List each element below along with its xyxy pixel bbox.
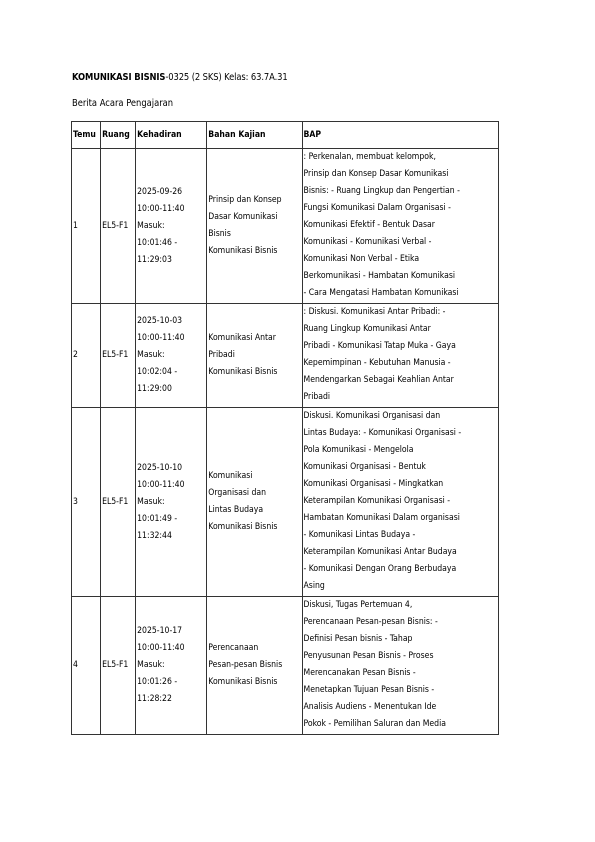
bap-cell-line: Perencanaan Pesan-pesan Bisnis: - [303, 617, 438, 627]
header-temu: Temu [72, 122, 101, 149]
kehadiran-cell-line: 2025-10-03 [137, 316, 183, 326]
table-row [72, 304, 499, 408]
bahan-kajian-cell-line: Komunikasi Bisnis [208, 246, 278, 256]
temu-cell: 1 [72, 149, 101, 304]
kehadiran-cell-line: 2025-09-26 [137, 186, 183, 197]
ruang-cell: EL5-F1 [101, 149, 136, 304]
teaching-record-table [71, 121, 499, 735]
bap-cell-line: Komunikasi Organisasi - Bentuk [303, 462, 426, 472]
bahan-kajian-cell [207, 408, 302, 597]
bahan-kajian-cell-line: Komunikasi Bisnis [208, 367, 278, 377]
bahan-kajian-cell [207, 304, 302, 408]
bap-cell [302, 597, 498, 735]
bap-cell-line: Merencanakan Pesan Bisnis - [303, 668, 416, 678]
bap-cell-line: : Perkenalan, membuat kelompok, [303, 152, 436, 162]
kehadiran-cell-line: 2025-10-10 [137, 462, 183, 473]
header-kehadiran: Kehadiran [136, 122, 207, 149]
bap-cell [302, 149, 498, 304]
course-name: KOMUNIKASI BISNIS [72, 72, 166, 83]
kehadiran-cell-line: 10:00-11:40 [137, 479, 185, 490]
bap-cell [302, 304, 498, 408]
ruang-cell: EL5-F1 [101, 597, 136, 735]
bahan-kajian-cell-line: Komunikasi Bisnis [208, 677, 278, 687]
bap-cell-line: Bisnis: - Ruang Lingkup dan Pengertian - [303, 186, 460, 196]
kehadiran-cell [136, 597, 207, 735]
bap-cell-line: Komunikasi - Komunikasi Verbal - [303, 237, 432, 247]
bahan-kajian-cell [207, 597, 302, 735]
bap-cell-line: - Komunikasi Lintas Budaya - [303, 530, 416, 540]
kehadiran-cell-line: 11:29:03 [137, 254, 172, 265]
bahan-kajian-cell [207, 149, 302, 304]
bap-cell-line: Diskusi. Komunikasi Organisasi dan [303, 411, 441, 421]
bahan-kajian-cell-line: Lintas Budaya [208, 505, 264, 515]
temu-cell: 4 [72, 597, 101, 735]
bap-cell-line: Komunikasi Efektif - Bentuk Dasar [303, 220, 435, 230]
kehadiran-cell-line: 10:00-11:40 [137, 643, 185, 653]
bap-cell-line: Fungsi Komunikasi Dalam Organisasi - [303, 203, 451, 213]
bap-cell-line: Komunikasi Non Verbal - Etika [303, 254, 420, 264]
bap-cell-line: Penyusunan Pesan Bisnis - Proses [303, 651, 434, 661]
document-subtitle: Berita Acara Pengajaran [72, 98, 174, 109]
bap-cell-line: Definisi Pesan bisnis - Tahap [303, 634, 413, 644]
table-row [72, 149, 499, 304]
kehadiran-cell [136, 149, 207, 304]
bap-cell-line: Ruang Lingkup Komunikasi Antar [303, 324, 431, 334]
course-details: -0325 (2 SKS) Kelas: 63.7A.31 [165, 72, 288, 83]
kehadiran-cell-line: 10:00-11:40 [137, 333, 185, 343]
bap-cell-line: Keterampilan Komunikasi Antar Budaya [303, 547, 457, 557]
bap-cell-line: Kepemimpinan - Kebutuhan Manusia - [303, 358, 451, 368]
table-row [72, 408, 499, 597]
kehadiran-cell-line: 11:32:44 [137, 530, 172, 541]
header-bap: BAP [302, 122, 498, 149]
kehadiran-cell [136, 304, 207, 408]
table-row [72, 597, 499, 735]
bap-cell-line: Asing [303, 581, 325, 591]
bap-cell-line: Analisis Audiens - Menentukan Ide [303, 702, 437, 712]
kehadiran-cell-line: 11:29:00 [137, 384, 172, 394]
bahan-kajian-cell-line: Bisnis [208, 229, 231, 239]
kehadiran-cell-line: 2025-10-17 [137, 626, 183, 636]
document-header [72, 72, 288, 83]
ruang-cell: EL5-F1 [101, 408, 136, 597]
bahan-kajian-cell-line: Komunikasi Antar [208, 333, 276, 343]
bahan-kajian-cell-line: Organisasi dan [208, 488, 267, 498]
table-header-row [72, 122, 499, 149]
bahan-kajian-cell-line: Perencanaan [208, 643, 259, 653]
kehadiran-cell-line: 10:01:46 - [137, 237, 178, 248]
bap-cell-line: Diskusi, Tugas Pertemuan 4, [303, 600, 413, 610]
bap-cell-line: : Diskusi. Komunikasi Antar Pribadi: - [303, 307, 446, 317]
bahan-kajian-cell-line: Dasar Komunikasi [208, 212, 278, 222]
bap-cell-line: Pribadi [303, 392, 331, 402]
bap-cell-line: Pribadi - Komunikasi Tatap Muka - Gaya [303, 341, 456, 351]
kehadiran-cell-line: 10:01:26 - [137, 677, 178, 687]
bap-cell-line: Pokok - Pemilihan Saluran dan Media [303, 719, 446, 729]
kehadiran-cell-line: 10:02:04 - [137, 367, 178, 377]
kehadiran-cell-line: Masuk: [137, 496, 165, 507]
kehadiran-cell-line: Masuk: [137, 660, 165, 670]
bahan-kajian-cell-line: Komunikasi Bisnis [208, 522, 278, 532]
bap-cell-line: Menetapkan Tujuan Pesan Bisnis - [303, 685, 435, 695]
header-ruang: Ruang [101, 122, 136, 149]
temu-cell: 2 [72, 304, 101, 408]
bap-cell-line: - Komunikasi Dengan Orang Berbudaya [303, 564, 457, 574]
bap-cell-line: Berkomunikasi - Hambatan Komunikasi [303, 271, 456, 281]
bap-cell-line: Prinsip dan Konsep Dasar Komunikasi [303, 169, 449, 179]
bap-cell-line: Komunikasi Organisasi - Mingkatkan [303, 479, 444, 489]
bap-cell-line: Keterampilan Komunikasi Organisasi - [303, 496, 450, 506]
bap-cell-line: Hambatan Komunikasi Dalam organisasi [303, 513, 460, 523]
kehadiran-cell-line: 10:01:49 - [137, 513, 178, 524]
kehadiran-cell [136, 408, 207, 597]
kehadiran-cell-line: Masuk: [137, 220, 165, 231]
bahan-kajian-cell-line: Pribadi [208, 350, 235, 360]
bap-cell-line: - Cara Mengatasi Hambatan Komunikasi [303, 288, 459, 298]
bahan-kajian-cell-line: Prinsip dan Konsep [208, 195, 282, 205]
bap-cell-line: Mendengarkan Sebagai Keahlian Antar [303, 375, 454, 385]
bahan-kajian-cell-line: Komunikasi [208, 471, 253, 481]
bahan-kajian-cell-line: Pesan-pesan Bisnis [208, 660, 283, 670]
kehadiran-cell-line: 10:00-11:40 [137, 203, 185, 214]
kehadiran-cell-line: Masuk: [137, 350, 165, 360]
bap-cell-line: Pola Komunikasi - Mengelola [303, 445, 414, 455]
kehadiran-cell-line: 11:28:22 [137, 694, 172, 704]
bap-cell [302, 408, 498, 597]
ruang-cell: EL5-F1 [101, 304, 136, 408]
temu-cell: 3 [72, 408, 101, 597]
header-bahan-kajian: Bahan Kajian [207, 122, 302, 149]
bap-cell-line: Lintas Budaya: - Komunikasi Organisasi - [303, 428, 462, 438]
